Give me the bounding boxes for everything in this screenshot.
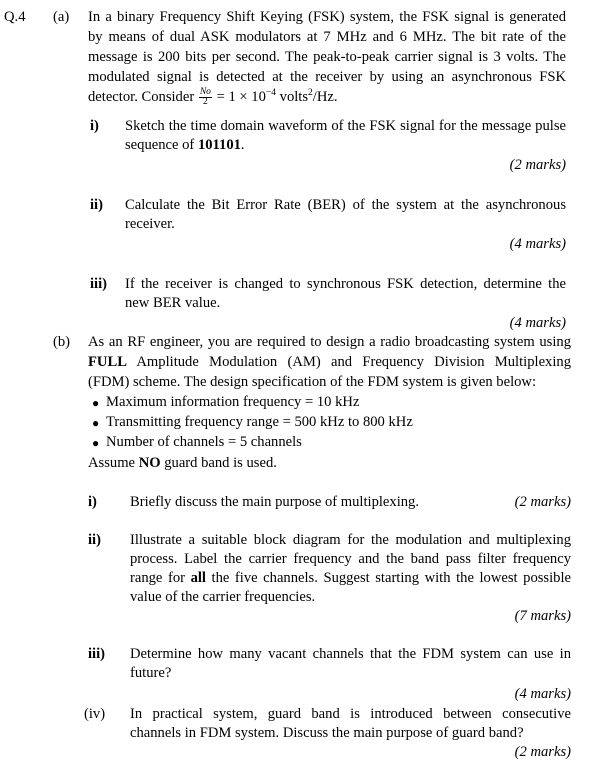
part-b-line-2 <box>88 354 571 371</box>
part-b-line-3: (FDM) scheme. The design specification of the FDM system is given below: <box>88 374 537 390</box>
part-b-sub-iii-line-1: Determine how many vacant channels that the FDM system can use in <box>130 646 571 662</box>
fraction-denominator: 2 <box>203 97 208 107</box>
part-b-sub-iv-line-1: In practical system, guard band is introduced between consecutive <box>130 706 571 722</box>
full-keyword: FULL <box>88 354 127 370</box>
part-b-sub-ii-marks: (7 marks) <box>514 608 571 624</box>
part-a-sub-iii-marks: (4 marks) <box>509 315 566 331</box>
consider-tail: /Hz. <box>312 88 338 105</box>
part-b-label: (b) <box>53 334 71 350</box>
part-b-sub-ii-line-3 <box>130 570 571 587</box>
spec-bullet-1: Maximum information frequency = 10 kHz <box>106 394 360 410</box>
part-b-sub-iv-label: (iv) <box>84 706 106 722</box>
part-b-sub-i-label: i) <box>88 494 97 510</box>
no-keyword: NO <box>138 455 161 471</box>
range-prefix: range for <box>130 570 191 586</box>
part-a-sub-ii-line-2: receiver. <box>125 216 175 232</box>
spec-bullet-3: Number of channels = 5 channels <box>106 434 302 450</box>
range-suffix: the five channels. Suggest starting with the lowest possible <box>205 570 571 586</box>
part-b-sub-iii-label: iii) <box>88 646 106 662</box>
part-a-intro-line-3: message is 200 bits per second. The peak-to-peak carrier signal is 3 volts. The <box>88 49 566 65</box>
bullet-icon: ● <box>92 416 100 430</box>
part-b-line-2-rest: Amplitude Modulation (AM) and Frequency Division Multiplexing <box>126 354 571 370</box>
bullet-icon: ● <box>92 396 100 410</box>
part-a-intro-line-4: modulated signal is detected at the receiver by using an asynchronous FSK <box>88 69 566 85</box>
part-a-sub-iii-label: iii) <box>90 276 108 292</box>
noise-density-fraction <box>199 88 212 107</box>
assumption-line <box>88 455 277 472</box>
part-b-sub-ii-label: ii) <box>88 532 101 548</box>
consider-equation <box>88 88 338 107</box>
consider-prefix: detector. Consider <box>88 88 195 105</box>
consider-equals: = 1 × 10 <box>216 88 266 105</box>
bit-sequence: 101101 <box>197 137 241 153</box>
assume-prefix: Assume <box>88 455 139 471</box>
part-a-sub-iii-line-2: new BER value. <box>125 295 221 311</box>
part-b-sub-ii-line-4: value of the carrier frequencies. <box>130 589 316 605</box>
sequence-prefix: sequence of <box>125 137 198 153</box>
part-b-sub-iv-marks: (2 marks) <box>514 744 571 760</box>
question-number: Q.4 <box>4 9 26 25</box>
part-a-sub-ii-marks: (4 marks) <box>509 236 566 252</box>
consider-exponent: −4 <box>265 87 276 98</box>
consider-unit: volts <box>276 88 309 105</box>
part-b-sub-iii-marks: (4 marks) <box>514 686 571 702</box>
part-b-sub-ii-line-1: Illustrate a suitable block diagram for the modulation and multiplexing <box>130 532 571 548</box>
assume-suffix: guard band is used. <box>160 455 277 471</box>
part-b-sub-i-marks: (2 marks) <box>514 494 571 510</box>
fraction-numerator: No <box>199 87 211 97</box>
part-a-sub-i-label: i) <box>90 118 99 134</box>
part-a-label: (a) <box>53 9 70 25</box>
spec-bullet-2: Transmitting frequency range = 500 kHz to 800 kHz <box>106 414 413 430</box>
part-a-sub-iii-line-1: If the receiver is changed to synchronous FSK detection, determine the <box>125 276 566 292</box>
part-a-sub-i-marks: (2 marks) <box>509 157 566 173</box>
part-a-sub-ii-label: ii) <box>90 197 103 213</box>
consider-unit-exponent: 2 <box>308 87 313 98</box>
part-a-sub-i-line-1: Sketch the time domain waveform of the FSK signal for the message pulse <box>125 118 566 134</box>
part-a-intro-line-2: by means of dual ASK modulators at 7 MHz and 6 MHz. The bit rate of the <box>88 29 566 45</box>
part-b-line-1: As an RF engineer, you are required to design a radio broadcasting system using <box>88 334 571 350</box>
part-b-sub-i-text: Briefly discuss the main purpose of multiplexing. <box>130 494 419 510</box>
part-a-sub-i-line-2 <box>125 137 245 154</box>
sequence-suffix: . <box>240 137 245 153</box>
bullet-icon: ● <box>92 436 100 450</box>
part-a-sub-ii-line-1: Calculate the Bit Error Rate (BER) of the system at the asynchronous <box>125 197 566 213</box>
part-b-sub-iv-line-2: channels in FDM system. Discuss the main purpose of guard band? <box>130 725 524 741</box>
part-a-intro-line-1: In a binary Frequency Shift Keying (FSK) system, the FSK signal is generated <box>88 9 566 25</box>
part-b-sub-iii-line-2: future? <box>130 665 172 681</box>
part-b-sub-ii-line-2: process. Label the carrier frequency and the band pass filter frequency <box>130 551 571 567</box>
all-keyword: all <box>190 570 206 586</box>
